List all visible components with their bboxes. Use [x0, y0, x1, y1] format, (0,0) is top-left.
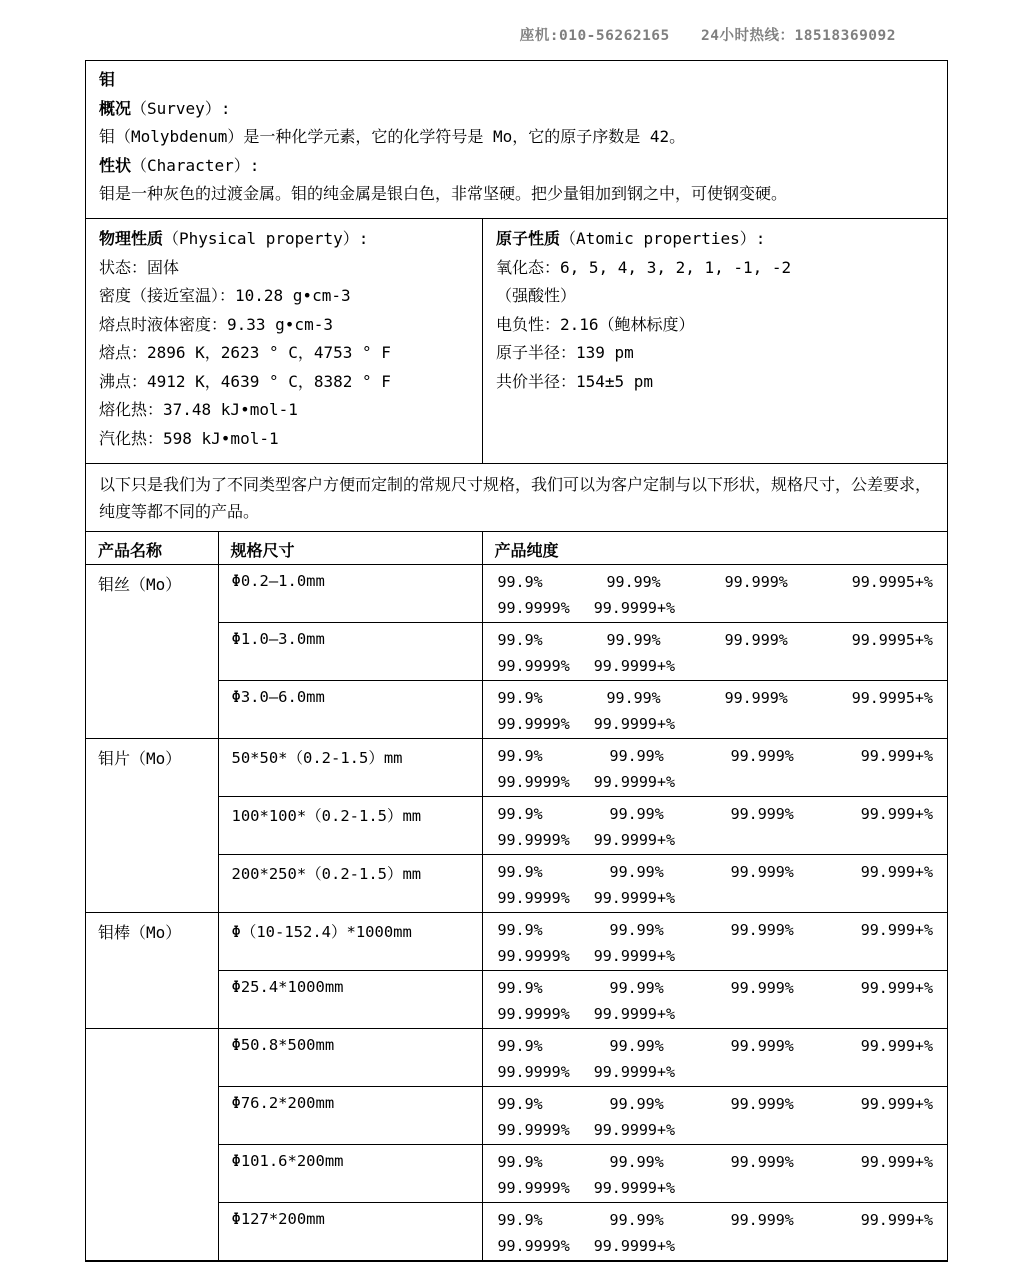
purity-value: 99.999%	[724, 689, 788, 707]
purity-line-1	[498, 1033, 934, 1059]
character-suffix: （Character）:	[131, 155, 260, 175]
property-line: 电负性：2.16（鲍林标度）	[496, 314, 695, 334]
property-line: 氧化态：6, 5, 4, 3, 2, 1, -1, -2	[496, 257, 792, 277]
products-table-header	[86, 532, 947, 565]
purity-line-2	[498, 1001, 934, 1028]
atomic-suffix: （Atomic properties）:	[560, 229, 766, 248]
purity-line-2	[498, 943, 934, 970]
purity-line-1	[498, 1207, 934, 1233]
purity-cell	[482, 855, 947, 913]
purity-value: 99.999+%	[860, 1037, 933, 1055]
purity-line-1	[498, 1091, 934, 1117]
property-line: 汽化热：598 kJ•mol-1	[99, 428, 279, 448]
spec-cell: Φ25.4*1000mm	[218, 971, 482, 1029]
table-row	[86, 565, 947, 623]
purity-value: 99.9999%	[497, 599, 570, 617]
purity-line-2	[498, 1175, 934, 1202]
purity-value: 99.9%	[497, 1153, 543, 1171]
purity-value: 99.9%	[497, 689, 543, 707]
purity-value: 99.9%	[497, 1211, 543, 1229]
purity-cell	[482, 971, 947, 1029]
purity-value: 99.9%	[497, 1095, 543, 1113]
purity-cell	[482, 1029, 947, 1087]
property-line: 密度（接近室温）：10.28 g•cm-3	[99, 286, 351, 305]
landline-number: 座机:010-56262165	[519, 28, 670, 44]
purity-value: 99.9%	[497, 805, 543, 823]
physical-suffix: （Physical property）:	[163, 229, 369, 248]
purity-line-2	[498, 711, 934, 738]
character-heading	[99, 152, 934, 181]
physical-properties-section	[86, 219, 483, 463]
purity-value: 99.9999%	[497, 1121, 570, 1139]
property-line: （强酸性）	[496, 286, 577, 305]
purity-line-1	[498, 917, 934, 943]
product-name-cell	[86, 1029, 218, 1261]
spec-cell: Φ76.2*200mm	[218, 1087, 482, 1145]
spec-cell: Φ1.0—3.0mm	[218, 623, 482, 681]
purity-value: 99.99%	[606, 573, 661, 591]
purity-value: 99.9995+%	[851, 631, 933, 649]
purity-value: 99.999+%	[860, 863, 933, 881]
product-name-cell: 钼丝（Mo）	[86, 565, 218, 739]
element-title: 钼	[99, 70, 116, 89]
property-line: 熔点：2896 K，2623 ° C，4753 ° F	[99, 343, 391, 362]
col-header-product-name: 产品名称	[86, 532, 218, 565]
purity-line-1	[498, 801, 934, 827]
purity-value: 99.9995+%	[851, 573, 933, 591]
purity-value: 99.99%	[609, 805, 664, 823]
note-text: 以下只是我们为了不同类型客户方便而定制的常规尺寸规格，我们可以为客户定制与以下形状，规格尺寸，公差要求，纯度等都不同的产品。	[99, 475, 932, 521]
spec-cell: Φ50.8*500mm	[218, 1029, 482, 1087]
spec-cell: Φ（10-152.4）*1000mm	[218, 913, 482, 971]
purity-value: 99.9%	[497, 921, 543, 939]
purity-value: 99.9999+%	[593, 1179, 676, 1197]
purity-cell	[482, 623, 947, 681]
col-header-purity: 产品纯度	[482, 532, 947, 565]
purity-cell	[482, 681, 947, 739]
purity-value: 99.999+%	[860, 921, 933, 939]
purity-value: 99.9%	[497, 1037, 543, 1055]
purity-cell	[482, 739, 947, 797]
purity-value: 99.999+%	[860, 1211, 933, 1229]
note-section	[86, 463, 947, 531]
purity-line-2	[498, 885, 934, 912]
purity-value: 99.99%	[606, 689, 661, 707]
purity-line-2	[498, 1117, 934, 1144]
purity-line-1	[498, 975, 934, 1001]
purity-value: 99.9%	[497, 863, 543, 881]
purity-value: 99.999%	[730, 1153, 794, 1171]
property-line: 原子半径：139 pm	[496, 343, 634, 362]
purity-value: 99.9995+%	[851, 689, 933, 707]
purity-line-1	[498, 685, 934, 711]
spec-cell: Φ3.0—6.0mm	[218, 681, 482, 739]
purity-cell	[482, 1145, 947, 1203]
purity-value: 99.99%	[609, 1095, 664, 1113]
survey-label: 概况	[99, 98, 132, 118]
purity-line-2	[498, 769, 934, 796]
purity-line-1	[498, 1149, 934, 1175]
purity-value: 99.999%	[724, 631, 788, 649]
contact-header	[520, 24, 896, 45]
purity-value: 99.9999%	[497, 1237, 570, 1255]
document-box	[85, 60, 948, 1262]
purity-value: 99.99%	[609, 747, 664, 765]
purity-value: 99.999%	[730, 863, 794, 881]
purity-value: 99.9999%	[497, 715, 570, 733]
purity-value: 99.9999+%	[593, 1237, 676, 1255]
purity-value: 99.9999%	[497, 831, 570, 849]
purity-value: 99.999%	[730, 747, 794, 765]
purity-value: 99.999%	[730, 1211, 794, 1229]
property-line: 状态：固体	[99, 257, 180, 277]
purity-value: 99.999+%	[860, 747, 933, 765]
purity-line-2	[498, 827, 934, 854]
purity-value: 99.9999+%	[593, 889, 676, 907]
purity-value: 99.99%	[609, 921, 664, 939]
purity-value: 99.9%	[497, 573, 543, 591]
purity-value: 99.9999+%	[593, 1121, 676, 1139]
header-row	[86, 532, 947, 565]
intro-section	[86, 61, 947, 218]
purity-value: 99.99%	[606, 631, 661, 649]
survey-suffix: （Survey）:	[131, 98, 231, 118]
purity-line-2	[498, 1059, 934, 1086]
purity-value: 99.999+%	[860, 1095, 933, 1113]
purity-line-2	[498, 653, 934, 680]
purity-value: 99.9999%	[497, 773, 570, 791]
purity-value: 99.9999%	[497, 889, 570, 907]
purity-value: 99.99%	[609, 1211, 664, 1229]
atomic-label: 原子性质	[496, 229, 561, 248]
purity-value: 99.9999%	[497, 1005, 570, 1023]
survey-heading	[99, 95, 934, 124]
property-line: 熔点时液体密度：9.33 g•cm-3	[99, 314, 333, 334]
purity-value: 99.999%	[730, 1037, 794, 1055]
product-name-cell: 钼棒（Mo）	[86, 913, 218, 1029]
purity-line-2	[498, 595, 934, 622]
hotline-number: 24小时热线：18518369092	[701, 28, 896, 44]
purity-value: 99.999%	[724, 573, 788, 591]
physical-label: 物理性质	[99, 229, 164, 248]
purity-value: 99.9999+%	[593, 657, 676, 675]
purity-value: 99.9999+%	[593, 1005, 676, 1023]
property-line: 共价半径：154±5 pm	[496, 371, 654, 391]
properties-section	[86, 218, 947, 463]
table-row	[86, 739, 947, 797]
purity-line-1	[498, 627, 934, 653]
products-table	[86, 531, 947, 1261]
purity-value: 99.9999+%	[593, 773, 676, 791]
purity-value: 99.999+%	[860, 1153, 933, 1171]
property-line: 熔化热：37.48 kJ•mol-1	[99, 400, 298, 419]
table-row	[86, 1029, 947, 1087]
table-row	[86, 913, 947, 971]
purity-value: 99.99%	[609, 979, 664, 997]
purity-line-1	[498, 569, 934, 595]
purity-value: 99.999%	[730, 921, 794, 939]
purity-value: 99.99%	[609, 863, 664, 881]
purity-value: 99.9%	[497, 747, 543, 765]
purity-value: 99.999%	[730, 805, 794, 823]
purity-cell	[482, 565, 947, 623]
purity-value: 99.999+%	[860, 805, 933, 823]
spec-cell: Φ127*200mm	[218, 1203, 482, 1261]
spec-cell: 50*50*（0.2-1.5）mm	[218, 739, 482, 797]
purity-value: 99.99%	[609, 1153, 664, 1171]
purity-value: 99.9%	[497, 631, 543, 649]
spec-cell: 100*100*（0.2-1.5）mm	[218, 797, 482, 855]
purity-line-1	[498, 859, 934, 885]
purity-value: 99.999%	[730, 1095, 794, 1113]
products-tbody	[86, 565, 947, 1261]
spec-cell: Φ101.6*200mm	[218, 1145, 482, 1203]
atomic-properties-section	[483, 219, 947, 463]
purity-value: 99.9999+%	[593, 947, 676, 965]
purity-cell	[482, 1203, 947, 1261]
property-line: 沸点：4912 K，4639 ° C，8382 ° F	[99, 371, 391, 391]
purity-cell	[482, 797, 947, 855]
purity-value: 99.999+%	[860, 979, 933, 997]
purity-value: 99.9%	[497, 979, 543, 997]
col-header-spec: 规格尺寸	[218, 532, 482, 565]
physical-properties-heading	[99, 225, 469, 254]
purity-value: 99.9999%	[497, 1179, 570, 1197]
purity-value: 99.9999%	[497, 657, 570, 675]
spec-cell: Φ0.2—1.0mm	[218, 565, 482, 623]
character-label: 性状	[99, 155, 132, 175]
purity-value: 99.9999+%	[593, 1063, 676, 1081]
atomic-properties-heading	[496, 225, 934, 254]
purity-value: 99.9999+%	[593, 715, 676, 733]
spec-cell: 200*250*（0.2-1.5）mm	[218, 855, 482, 913]
purity-value: 99.9999+%	[593, 599, 676, 617]
purity-value: 99.9999+%	[593, 831, 676, 849]
purity-cell	[482, 913, 947, 971]
purity-line-2	[498, 1233, 934, 1260]
character-text: 钼是一种灰色的过渡金属。钼的纯金属是银白色，非常坚硬。把少量钼加到钢之中，可使钢变硬。	[99, 184, 788, 203]
product-name-cell: 钼片（Mo）	[86, 739, 218, 913]
purity-cell	[482, 1087, 947, 1145]
purity-value: 99.99%	[609, 1037, 664, 1055]
survey-text: 钼（Molybdenum）是一种化学元素，它的化学符号是 Mo，它的原子序数是 42。	[99, 127, 686, 146]
purity-value: 99.9999%	[497, 1063, 570, 1081]
purity-value: 99.9999%	[497, 947, 570, 965]
purity-line-1	[498, 743, 934, 769]
purity-value: 99.999%	[730, 979, 794, 997]
